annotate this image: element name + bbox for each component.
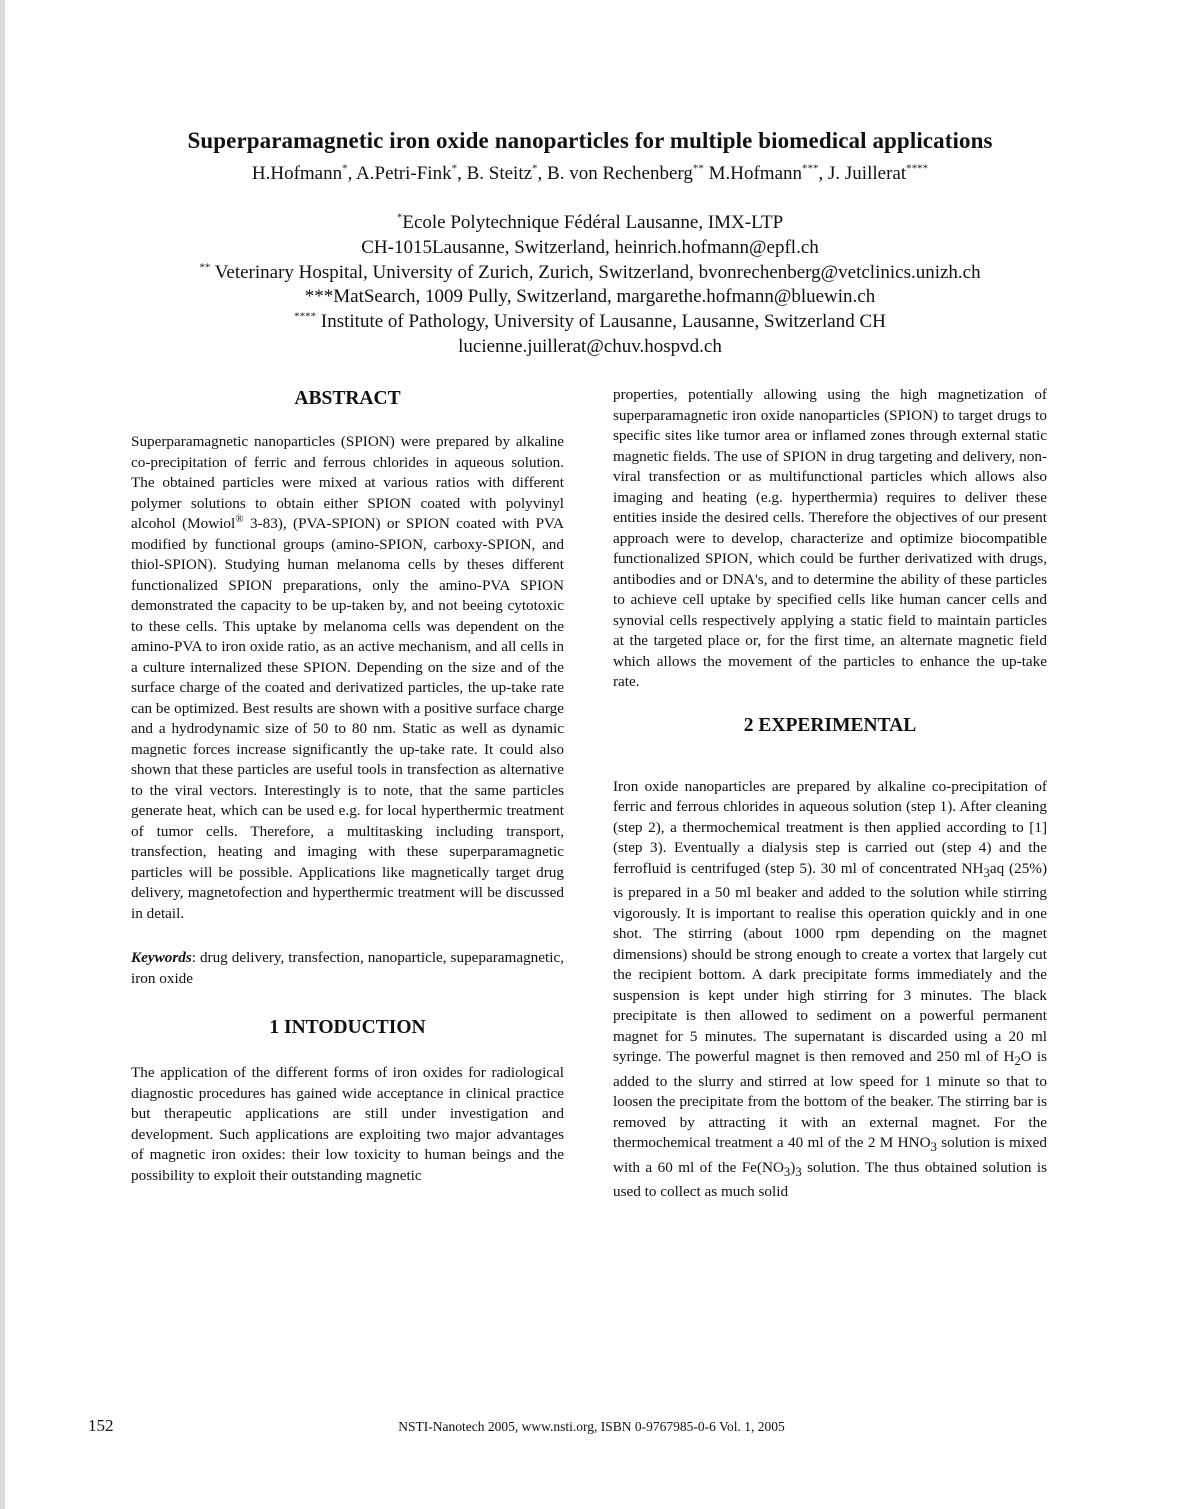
experimental-heading: 2 EXPERIMENTAL [743,714,917,736]
affiliation-line: ***MatSearch, 1009 Pully, Switzerland, margarethe.hofmann@bluewin.ch [304,286,876,308]
experimental-text [613,777,1047,1203]
author-mark: **** [906,162,929,175]
author: M.Hofmann [703,163,803,184]
author-mark: * [342,162,348,175]
page-number: 152 [88,1416,114,1435]
author: , J. Juillerat [818,163,907,184]
introduction-text: The application of the different forms of iron oxides for radiological diagnostic procedures has gained wide acceptance in clinical practice but therapeutic applications are still under investigation and development. Such applications are exploiting two major advantages of magnetic iron oxides: their low toxicity to human beings and the possibility to exploit their outstanding magnetic [131,1064,564,1184]
affiliation-line [0,310,1180,335]
subscript: 3 [783,1164,791,1179]
footer-citation: NSTI-Nanotech 2005, www.nsti.org, ISBN 0-9767985-0-6 Vol. 1, 2005 [398,1419,785,1434]
right-column [613,385,1047,1203]
abstract-heading: ABSTRACT [294,388,401,409]
abstract-text-part: 3-83), (PVA-SPION) or SPION coated with PVA modified by functional groups (amino-SPION, carboxy-SPION, and thiol-SPION). Studying human melanoma cells by theses different functionalized SPION preparations, only the amino-PVA SPION demonstrated the capacity to be up-taken by, and not beeing cytotoxic to these cells. This uptake by melanoma cells was dependent on the amino-PVA to iron oxide ratio, as an active mechanism, and all cells in a culture internalized these SPION. Depending on the size and of the surface charge of the coated and derivatized particles, the up-take rate can be optimized. Best results are shown with a positive surface charge and a hydrodynamic size of 50 to 80 nm. Static as well as dynamic magnetic forces increase significantly the up-take rate. It could also shown that these particles are useful tools in transfection as alternative to the viral vectors. Interestingly is to note, that the same particles generate heat, which can be used e.g. for local hyperthermic treatment of tumor cells. Therefore, a multitasking including transport, transfection, heating and imaging with these superparamagnetic particles will be possible. Applications like magnetically target drug delivery, magnetofection and hyperthermic treatment will be discussed in detail. [131,515,564,922]
subscript: 2 [1014,1054,1021,1069]
affiliation-line [0,261,1180,286]
affiliation-mark: ** [199,261,211,274]
author-mark: * [451,162,458,175]
affiliation-line: CH-1015Lausanne, Switzerland, heinrich.hofmann@epfl.ch [361,236,819,258]
affiliation-text: Institute of Pathology, University of Lausanne, Lausanne, Switzerland CH [316,311,886,333]
affiliation-mark: **** [294,310,317,323]
author-list [0,163,1180,185]
paper-title: Superparamagnetic iron oxide nanoparticles for multiple biomedical applications [187,128,993,153]
affiliation-mark: * [396,211,403,224]
introduction-heading: 1 INTODUCTION [269,1017,426,1038]
experimental-text-part: O is added to the slurry and stirred at low speed for 1 minute so that to loosen the precipitate from the bottom of the beaker. The stirring bar is removed by attracting it with an external magnet. For the thermochemical treatment a 40 ml of the 2 M HNO [613,1048,1047,1152]
affiliations [0,211,1180,360]
experimental-text-part: Iron oxide nanoparticles are prepared by alkaline co-precipitation of ferric and ferrous chlorides in aqueous solution (step 1). After cleaning (step 2), a thermochemical treatment is then applied according to [1] (step 3). Eventually a dialysis step is carried out (step 4) and the ferrofluid is centrifuged (step 5). 30 ml of concentrated NH [613,777,1047,877]
experimental-text-part: solution is mixed with a 60 ml of the Fe(NO [613,1134,1047,1176]
author: , A.Petri-Fink [347,163,452,184]
left-column [131,385,564,1186]
keywords-label: Keywords [131,949,192,966]
experimental-text-part: solution. The thus obtained solution is used to collect as much solid [613,1158,1047,1201]
subscript: 3 [930,1140,937,1155]
keywords [131,948,564,989]
author: H.Hofmann [251,163,343,184]
author: , B. Steitz [457,163,533,184]
author-mark: *** [802,162,819,175]
abstract-text-part: Superparamagnetic nanoparticles (SPION) were prepared by alkaline co-precipitation of ferric and ferrous chlorides in aqueous solution. The obtained particles were mixed at various ratios with different polymer solutions to obtain either SPION coated with polyvinyl alcohol (Mowiol [131,433,564,532]
introduction-text-continued: properties, potentially allowing using the high magnetization of superparamagnetic iron oxide nanoparticles (SPION) to target drugs to specific sites like tumor area or inflamed zones through external static magnetic fields. The use of SPION in drug targeting and delivery, non-viral transfection or as multifunctional particles which allows also imaging and heating (e.g. hyperthermia) requires to deliver these entities inside the desired cells. Therefore the objectives of our present approach were to develop, characterize and optimize biocompatible functionalized SPION, which could be further derivatized with drugs, antibodies and or DNA's, and to determine the ability of these particles to achieve cell uptake by specified cells like human cancer cells and synovial cells respectively applying a static field to maintain particles at the targeted place or, for the first time, an alternate magnetic field which allows the movement of the particles to enhance the up-take rate. [613,386,1047,690]
experimental-text-part: ) [790,1158,796,1176]
author: , B. von Rechenberg [537,163,693,184]
author-mark: ** [692,162,704,175]
affiliation-text: Ecole Polytechnique Fédéral Lausanne, IMX-LTP [402,212,784,233]
author-mark: * [532,162,538,175]
registered-mark: ® [235,512,244,525]
abstract-text [131,432,564,924]
experimental-text-part: aq (25%) is prepared in a 50 ml beaker and added to the solution while stirring vigorously. It is important to realise this operation quickly and in one shot. The stirring (about 1000 rpm depending on the magnet dimensions) should be strong enough to create a vortex that largely cut the recipient bottom. A dark precipitate forms immediately and the suspension is kept under high stirring for 3 minutes. The black precipitate is then allowed to sediment on a powerful permanent magnet for 5 minutes. The supernatant is discarded using a 20 ml syringe. The powerful magnet is then removed and 250 ml of H [613,859,1048,1066]
subscript: 3 [795,1164,802,1179]
affiliation-line: lucienne.juillerat@chuv.hospvd.ch [458,335,722,357]
affiliation-text: Veterinary Hospital, University of Zurich, Zurich, Switzerland, bvonrechenberg@vetclinics.unizh.ch [210,261,981,283]
subscript: 3 [983,865,990,880]
keywords-text: : drug delivery, transfection, nanoparticle, supeparamagnetic, iron oxide [131,949,564,987]
affiliation-line [0,211,1180,236]
